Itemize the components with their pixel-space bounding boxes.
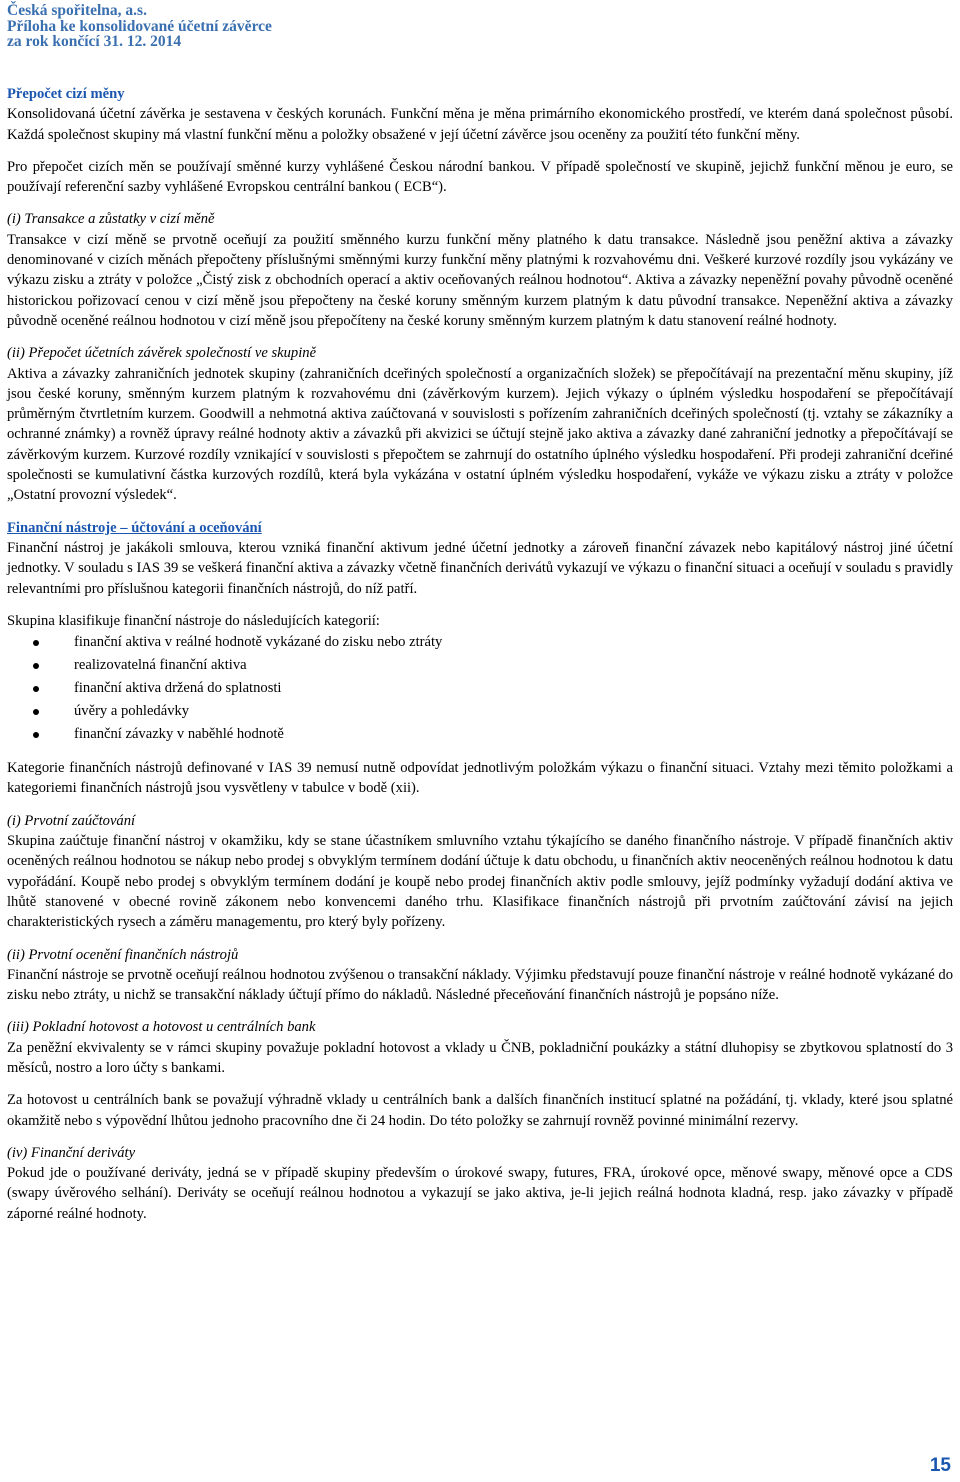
bullet-icon: [33, 640, 39, 646]
paragraph: Konsolidovaná účetní závěrka je sestavena v českých korunách. Funkční měna je měna primárního ekonomického prostředí, ve kterém daná společnost působí. Každá společnost skupiny má vlastní funkční měnu a položky obsažené v její účetní závěrce jsou oceněny za použití této funkční měny.: [7, 106, 953, 143]
header-document-title: Příloha ke konsolidované účetní závěrce: [7, 17, 272, 35]
paragraph: Finanční nástroje se prvotně oceňují reálnou hodnotou zvýšenou o transakční náklady. Výjimku představují pouze finanční nástroje v reálné hodnotě vykázané do zisku nebo ztráty, u nichž se transakční náklady účtují přímo do nákladů. Následné přeceňování finančních nástrojů je popsáno níže.: [7, 966, 953, 1004]
document-body: [7, 84, 953, 1224]
bullet-icon: [33, 686, 39, 692]
subsection-heading: (iv) Finanční deriváty: [7, 1144, 136, 1161]
paragraph: Skupina zaúčtuje finanční nástroj v okamžiku, kdy se stane účastníkem smluvního vztahu týkajícího se daného finančního nástroje. V případě finančních aktiv oceněných reálnou hodnotou se nákup nebo prodej s obvyklým termínem dodání účtuje k datu obchodu, u finančních aktiv neoceněných reálnou hodnotou k datu vypořádání. Koupě nebo prodej s obvyklým termínem dodání je koupě nebo prodej finančních aktiv podle smlouvy, jejíž podmínky vyžadují dodání aktiva ve lhůtě stanovené v obecné rovině zákonem nebo konvencemi daného trhu. Klasifikace finančních nástrojů při prvotním zaúčtování závisí na jejich charakteristických rysech a záměru managementu, pro který byly pořízeny.: [7, 833, 953, 931]
section-heading-financial-instruments: Finanční nástroje – účtování a oceňování: [7, 519, 262, 536]
paragraph: Transakce v cizí měně se prvotně oceňují za použití směnného kurzu funkční měny platného k datu transakce. Následně jsou peněžní aktiva a závazky denominované v cizích měnách přepočteny příslušnými směnnými kurzy funkční měny platnými k rozvahovému dni. Veškeré kurzové rozdíly jsou vykázány ve výkazu zisku a ztráty v položce „Čistý zisk z obchodních operací a aktiv oceňovaných reálnou hodnotou“. Aktiva a závazky nepeněžní povahy původně oceněné historickou pořizovací cenou v cizí měně jsou přepočteny na české koruny směnným kurzem platným k datu původní transakce. Nepeněžní aktiva a závazky původně oceněné reálnou hodnotou v cizí měně jsou přepočíteny na české koruny směnným kurzem platným k datu stanovení reálné hodnoty.: [7, 231, 953, 329]
list-item: úvěry a pohledávky: [7, 700, 953, 723]
header-period: za rok končící 31. 12. 2014: [7, 33, 182, 50]
subsection-heading: (iii) Pokladní hotovost a hotovost u centrálních bank: [7, 1019, 316, 1036]
paragraph: Skupina klasifikuje finanční nástroje do následujících kategorií:: [7, 612, 380, 629]
bullet-icon: [33, 663, 39, 669]
subsection-heading: (ii) Přepočet účetních závěrek společností ve skupině: [7, 345, 317, 362]
subsection-heading: (ii) Prvotní ocenění finančních nástrojů: [7, 946, 239, 963]
category-list: [7, 631, 953, 746]
list-item: realizovatelná finanční aktiva: [7, 654, 953, 677]
header-company: Česká spořitelna, a.s.: [7, 2, 147, 19]
paragraph: Aktiva a závazky zahraničních jednotek skupiny (zahraničních dceřiných společností a organizačních složek) se přepočítávají na prezentační měnu skupiny, jíž jsou české koruny, směnným kurzem platným k rozvahovému dni (závěrkovým kurzem). Jejich výkazy o úplném výsledku hospodaření se přepočítávají průměrným čtvrtletním kurzem. Goodwill a nehmotná aktiva zaúčtovaná v souvislosti s pořízením zahraničních dceřiných společností (tj. vztahy se zákazníky a ochranné známky) a rovněž úpravy reálné hodnoty aktiv a závazků při akvizici se účtují stejně jako aktiva a závazky dané zahraniční jednotky a přepočítávají se závěrkovým kurzem. Kurzové rozdíly vznikající v souvislosti s přepočtem se zahrnují do ostatního úplného výsledku hospodaření. Při prodeji zahraniční dceřiné společnosti se kumulativní částka kurzových rozdílů, která byla vykázána v ostatní úplném výsledku hospodaření, vykáže ve výkazu zisku a ztráty v položce „Ostatní provozní výsledek“.: [7, 365, 953, 504]
paragraph: Pokud jde o používané deriváty, jedná se v případě skupiny především o úrokové swapy, futures, FRA, úrokové opce, měnové swapy, měnové opce a CDS (swapy úvěrového selhání). Deriváty se oceňují reálnou hodnotou a vykazují se jako aktiva, je-li jejich reálná hodnota kladná, resp. jako závazky v případě záporné reálné hodnoty.: [7, 1165, 953, 1222]
list-item: finanční závazky v naběhlé hodnotě: [7, 723, 953, 746]
paragraph: Finanční nástroj je jakákoli smlouva, kterou vzniká finanční aktivum jedné účetní jednotky a zároveň finanční závazek nebo kapitálový nástroj jiné účetní jednotky. V souladu s IAS 39 se veškerá finanční aktiva a závazky včetně finančních derivátů vykazují ve výkazu o finanční situaci a oceňují v souladu s pravidly relevantními pro příslušnou kategorii finančních nástrojů, do níž patří.: [7, 539, 953, 597]
section-heading-currency: Přepočet cizí měny: [7, 86, 125, 102]
bullet-icon: [33, 709, 39, 715]
paragraph: Za hotovost u centrálních bank se považují výhradně vklady u centrálních bank a dalších finančních institucí splatné na požádání, tj. vklady, které jsou splatné okamžitě nebo s výpovědní lhůtou jednoho pracovního dne či 24 hodin. Do této položky se zahrnují rovněž povinné minimální rezervy.: [7, 1092, 953, 1129]
document-header: [7, 3, 272, 50]
paragraph: Kategorie finančních nástrojů definované v IAS 39 nemusí nutně odpovídat jednotlivým položkám výkazu o finanční situaci. Vztahy mezi těmito položkami a kategoriemi finančních nástrojů jsou vysvětleny v tabulce v bodě (xii).: [7, 760, 953, 797]
page-number: 15: [929, 1455, 951, 1476]
list-item: finanční aktiva držená do splatnosti: [7, 677, 953, 700]
list-item: finanční aktiva v reálné hodnotě vykázané do zisku nebo ztráty: [7, 631, 953, 654]
bullet-icon: [33, 732, 39, 738]
subsection-heading: (i) Prvotní zaúčtování: [7, 812, 136, 829]
paragraph: Za peněžní ekvivalenty se v rámci skupiny považuje pokladní hotovost a vklady u ČNB, pokladniční poukázky a státní dluhopisy se zbytkovou splatností do 3 měsíců, nostro a loro účty s bankami.: [7, 1039, 953, 1076]
subsection-heading: (i) Transakce a zůstatky v cizí měně: [7, 211, 215, 228]
paragraph: Pro přepočet cizích měn se používají směnné kurzy vyhlášené Českou národní bankou. V případě společností ve skupině, jejichž funkční měnou je euro, se používají referenční sazby vyhlášené Evropskou centrální bankou ( ECB“).: [7, 158, 953, 196]
